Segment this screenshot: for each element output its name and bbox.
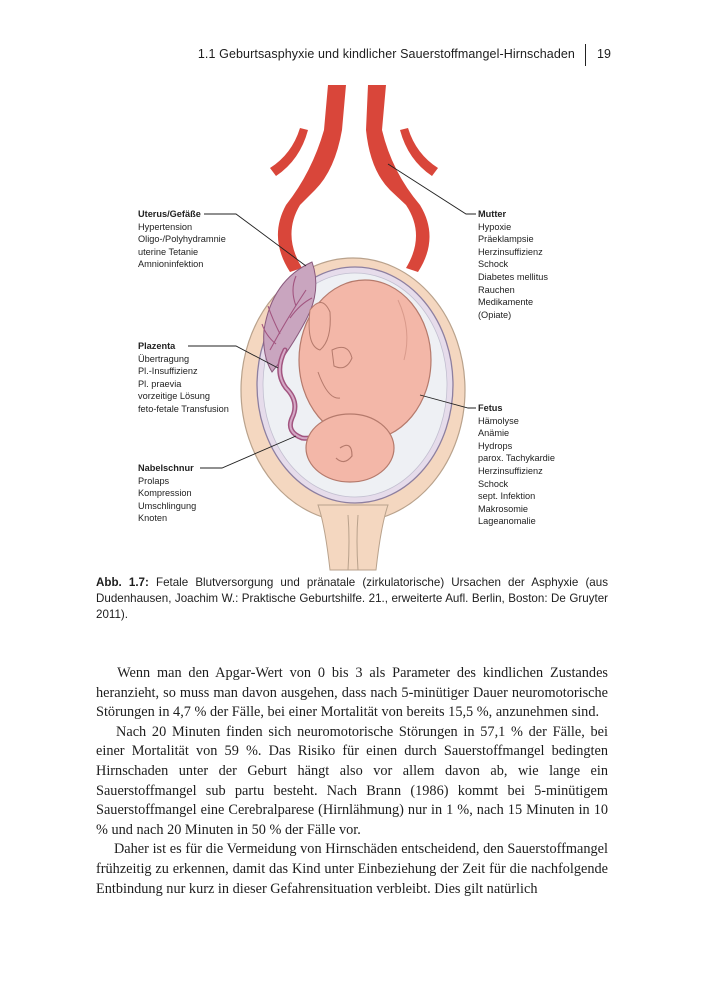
- label-item: Diabetes mellitus: [478, 271, 548, 282]
- label-item: Pl.-Insuffizienz: [138, 366, 198, 377]
- label-item: Herzinsuffizienz: [478, 465, 543, 476]
- label-heading: Fetus: [478, 403, 503, 413]
- label-uterus: [138, 208, 226, 271]
- label-item: Umschlingung: [138, 500, 197, 511]
- cervix: [318, 505, 388, 570]
- label-heading: Uterus/Gefäße: [138, 209, 201, 219]
- label-fetus: [478, 402, 555, 528]
- label-item: Anämie: [478, 428, 510, 439]
- label-heading: Nabelschnur: [138, 463, 194, 473]
- label-item: uterine Tetanie: [138, 246, 199, 257]
- figure-caption: [96, 575, 608, 624]
- label-item: Übertragung: [138, 353, 190, 364]
- label-item: sept. Infektion: [478, 491, 536, 502]
- label-item: Pl. praevia: [138, 378, 182, 389]
- label-item: vorzeitige Lösung: [138, 391, 211, 402]
- label-item: Rauchen: [478, 284, 515, 295]
- page-number: 19: [597, 47, 611, 61]
- caption-text: Fetale Blutversorgung und pränatale (zirkulatorische) Ursachen der Asphyxie (aus Dudenhausen, Joachim W.: Praktische Geburtshilfe. 21., erweiterte Aufl. Berlin, Boston: De Gruyter 2011).: [96, 576, 608, 622]
- label-plazenta: [138, 340, 229, 416]
- label-item: (Opiate): [478, 309, 512, 320]
- label-item: Schock: [478, 259, 509, 270]
- caption-label: Abb. 1.7:: [96, 576, 156, 589]
- label-heading: Mutter: [478, 209, 507, 219]
- label-item: Schock: [478, 478, 509, 489]
- label-item: Makrosomie: [478, 503, 529, 514]
- label-item: Amnioninfektion: [138, 259, 204, 270]
- label-item: Knoten: [138, 513, 168, 524]
- maternal-arteries: [270, 85, 438, 272]
- label-item: Hämolyse: [478, 415, 519, 426]
- label-item: feto-fetale Transfusion: [138, 403, 229, 414]
- label-item: Oligo-/Polyhydramnie: [138, 234, 226, 245]
- paragraph: Nach 20 Minuten finden sich neuromotorische Störungen in 57,1 % der Fälle, bei einer Mortalität von 59 %. Das Risiko für einen durch Sauerstoffmangel bedingten Hirnschaden unter der Geburt hängt also vor allem davon ab, wie lange ein Sauerstoffmangel sub partu besteht. Nach Brann (1986) kommt bei 5-minütigem Sauerstoffmangel eine Cerebralparese (Hirnlähmung) nur in 1 %, nach 15 Minuten in 10 % und nach 20 Minuten in 50 % der Fälle vor.: [96, 723, 608, 838]
- label-heading: Plazenta: [138, 341, 176, 351]
- paragraph: Daher ist es für die Vermeidung von Hirnschäden entscheidend, den Sauerstoffmangel frühzeitig zu erkennen, damit das Kind unter Einbeziehung der Zeit für die nachfolgende Entbindung nur kurz in dieser Gefahrensituation verbleibt. Dies gilt natürlich: [96, 841, 608, 897]
- label-item: parox. Tachykardie: [478, 453, 555, 464]
- label-item: Hydrops: [478, 440, 513, 451]
- label-item: Kompression: [138, 488, 192, 499]
- label-nabelschnur: [138, 462, 196, 525]
- body-text: [96, 664, 608, 899]
- paragraph: Wenn man den Apgar-Wert von 0 bis 3 als Parameter des kindlichen Zustandes heranzieht, so muss man davon ausgehen, dass nach 5-minütiger Dauer neuromotorische Störungen in 4,7 % der Fälle, bei einer Mortalität von bereits 15,5 %, anzunehmen sind.: [96, 665, 608, 721]
- label-item: Medikamente: [478, 297, 534, 308]
- label-item: Hypertension: [138, 221, 193, 232]
- running-title: 1.1 Geburtsasphyxie und kindlicher Sauerstoffmangel-Hirnschaden: [197, 47, 575, 61]
- label-item: Prolaps: [138, 475, 170, 486]
- label-item: Präeklampsie: [478, 234, 534, 245]
- label-item: Hypoxie: [478, 221, 512, 232]
- label-mutter: [478, 208, 548, 321]
- label-item: Herzinsuffizienz: [478, 246, 543, 257]
- label-item: Lageanomalie: [478, 516, 536, 527]
